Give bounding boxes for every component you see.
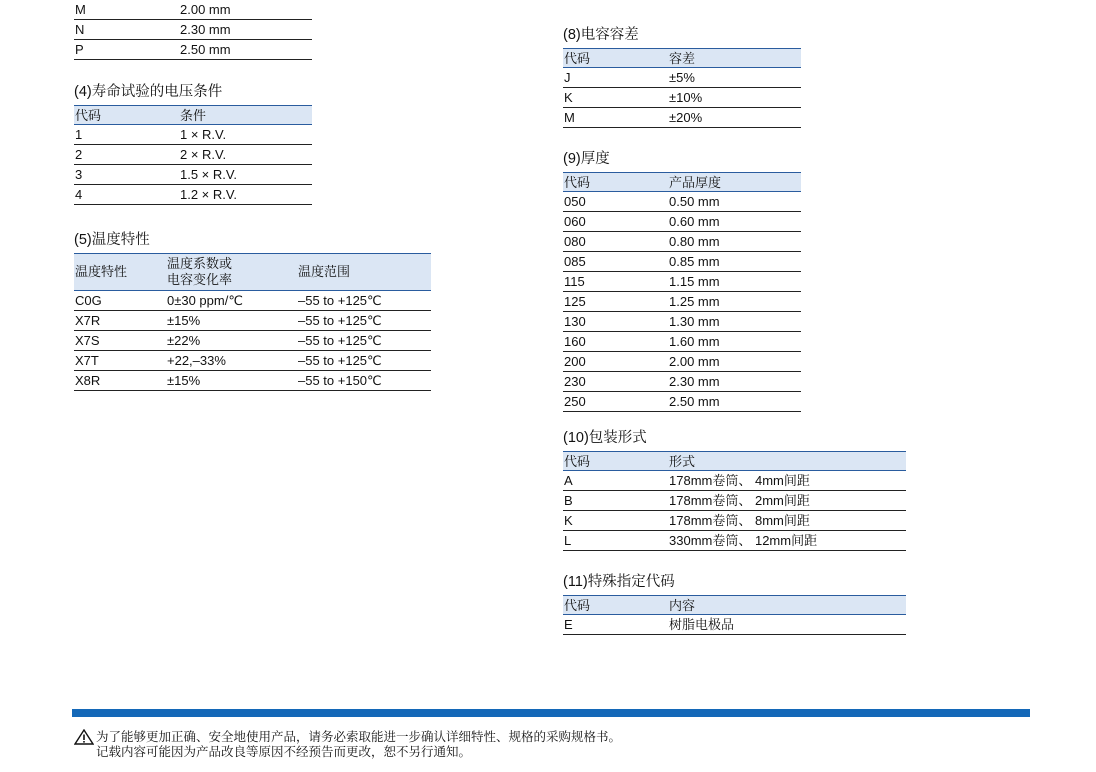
header-form: 形式 [668, 452, 906, 471]
coef-cell: ±22% [166, 331, 297, 351]
cap-tol-table [563, 48, 801, 128]
code-cell: A [563, 471, 668, 491]
header-code: 代码 [563, 173, 668, 192]
condition-cell: 1.2 × R.V. [179, 185, 312, 205]
condition-cell: 2 × R.V. [179, 145, 312, 165]
cap-tol-section [563, 25, 801, 128]
code-cell: K [563, 511, 668, 531]
code-cell: J [563, 68, 668, 88]
coef-cell: 0±30 ppm/℃ [166, 291, 297, 311]
code-cell: 130 [563, 312, 668, 332]
section-title: (9)厚度 [563, 151, 610, 167]
table-row [74, 40, 312, 60]
code-cell: L [563, 531, 668, 551]
condition-cell: 1 × R.V. [179, 125, 312, 145]
value-cell: 330mm卷筒、 12mm间距 [668, 531, 906, 551]
footer-divider-bar [72, 709, 1030, 717]
range-cell: –55 to +125℃ [297, 351, 431, 371]
value-cell: 1.25 mm [668, 292, 801, 312]
code-cell: 1 [74, 125, 179, 145]
header-temp-coef: 温度系数或 电容变化率 [166, 254, 297, 291]
range-cell: –55 to +125℃ [297, 331, 431, 351]
thickness-section [563, 149, 801, 412]
char-cell: X7T [74, 351, 166, 371]
table-row [74, 311, 431, 331]
table-row [74, 165, 312, 185]
special-section [563, 572, 906, 635]
section-title: (5)温度特性 [74, 232, 150, 248]
code-cell: 085 [563, 252, 668, 272]
table-header-row [563, 452, 906, 471]
code-cell: 3 [74, 165, 179, 185]
table-row [563, 192, 801, 212]
value-cell: 0.85 mm [668, 252, 801, 272]
value-cell: 树脂电极品 [668, 615, 906, 635]
temp-char-section [74, 230, 431, 391]
dimension-table [74, 0, 312, 60]
packaging-table [563, 451, 906, 551]
code-cell: M [563, 108, 668, 128]
life-test-table [74, 105, 312, 205]
table-row [563, 88, 801, 108]
table-row [74, 331, 431, 351]
section-title: (11)特殊指定代码 [563, 574, 675, 590]
thickness-table [563, 172, 801, 412]
table-row [563, 272, 801, 292]
temp-char-table [74, 253, 431, 391]
header-code: 代码 [563, 49, 668, 68]
coef-cell: +22,–33% [166, 351, 297, 371]
header-thickness: 产品厚度 [668, 173, 801, 192]
table-row [563, 471, 906, 491]
code-cell: 080 [563, 232, 668, 252]
header-code: 代码 [563, 452, 668, 471]
code-cell: 115 [563, 272, 668, 292]
table-header-row [563, 596, 906, 615]
value-cell: ±20% [668, 108, 801, 128]
value-cell: 178mm卷筒、 2mm间距 [668, 491, 906, 511]
value-cell: 2.00 mm [179, 0, 312, 20]
code-cell: 4 [74, 185, 179, 205]
header-temp-char: 温度特性 [74, 254, 166, 291]
header-temp-range: 温度范围 [297, 254, 431, 291]
value-cell: 1.30 mm [668, 312, 801, 332]
code-cell: 2 [74, 145, 179, 165]
code-cell: 160 [563, 332, 668, 352]
table-row [74, 125, 312, 145]
table-row [563, 252, 801, 272]
header-code: 代码 [563, 596, 668, 615]
table-row [563, 232, 801, 252]
table-row [563, 372, 801, 392]
table-row [74, 0, 312, 20]
header-content: 内容 [668, 596, 906, 615]
special-table [563, 595, 906, 635]
notice-line-1: 为了能够更加正确、安全地使用产品，请务必索取能进一步确认详细特性、规格的采购规格书。 [96, 730, 622, 744]
code-cell: N [74, 20, 179, 40]
code-cell: P [74, 40, 179, 60]
table-row [563, 392, 801, 412]
value-cell: 2.50 mm [179, 40, 312, 60]
range-cell: –55 to +150℃ [297, 371, 431, 391]
code-cell: E [563, 615, 668, 635]
code-cell: 125 [563, 292, 668, 312]
value-cell: ±5% [668, 68, 801, 88]
code-cell: B [563, 491, 668, 511]
table-row [74, 145, 312, 165]
range-cell: –55 to +125℃ [297, 311, 431, 331]
section-title: (4)寿命试验的电压条件 [74, 84, 223, 100]
table-row [563, 491, 906, 511]
value-cell: 2.50 mm [668, 392, 801, 412]
code-cell: 200 [563, 352, 668, 372]
table-header-row [74, 254, 431, 291]
code-cell: 060 [563, 212, 668, 232]
warning-icon [74, 729, 94, 745]
section-title: (8)电容容差 [563, 27, 639, 43]
char-cell: X7R [74, 311, 166, 331]
value-cell: 1.60 mm [668, 332, 801, 352]
table-header-row [74, 106, 312, 125]
code-cell: 050 [563, 192, 668, 212]
table-row [563, 108, 801, 128]
table-row [563, 531, 906, 551]
char-cell: X8R [74, 371, 166, 391]
condition-cell: 1.5 × R.V. [179, 165, 312, 185]
value-cell: 2.00 mm [668, 352, 801, 372]
code-cell: K [563, 88, 668, 108]
table-row [563, 511, 906, 531]
header-tolerance: 容差 [668, 49, 801, 68]
table-row [563, 68, 801, 88]
packaging-section [563, 428, 906, 551]
dimension-table-partial [74, 0, 312, 60]
coef-cell: ±15% [166, 311, 297, 331]
table-header-row [563, 49, 801, 68]
value-cell: 178mm卷筒、 4mm间距 [668, 471, 906, 491]
table-row [563, 352, 801, 372]
table-row [563, 292, 801, 312]
header-condition: 条件 [179, 106, 312, 125]
value-cell: 178mm卷筒、 8mm间距 [668, 511, 906, 531]
table-row [74, 291, 431, 311]
range-cell: –55 to +125℃ [297, 291, 431, 311]
life-test-section [74, 82, 312, 205]
header-code: 代码 [74, 106, 179, 125]
value-cell: ±10% [668, 88, 801, 108]
value-cell: 1.15 mm [668, 272, 801, 292]
table-row [563, 212, 801, 232]
char-cell: X7S [74, 331, 166, 351]
code-cell: M [74, 0, 179, 20]
notice-line-2: 记载内容可能因为产品改良等原因不经预告而更改，恕不另行通知。 [96, 745, 472, 759]
section-title: (10)包装形式 [563, 430, 647, 446]
table-row [74, 371, 431, 391]
code-cell: 230 [563, 372, 668, 392]
value-cell: 2.30 mm [668, 372, 801, 392]
table-row [74, 20, 312, 40]
code-cell: 250 [563, 392, 668, 412]
table-row [74, 185, 312, 205]
value-cell: 0.80 mm [668, 232, 801, 252]
value-cell: 0.50 mm [668, 192, 801, 212]
table-row [563, 332, 801, 352]
coef-cell: ±15% [166, 371, 297, 391]
table-row [563, 615, 906, 635]
value-cell: 2.30 mm [179, 20, 312, 40]
value-cell: 0.60 mm [668, 212, 801, 232]
table-header-row [563, 173, 801, 192]
table-row [74, 351, 431, 371]
char-cell: C0G [74, 291, 166, 311]
table-row [563, 312, 801, 332]
